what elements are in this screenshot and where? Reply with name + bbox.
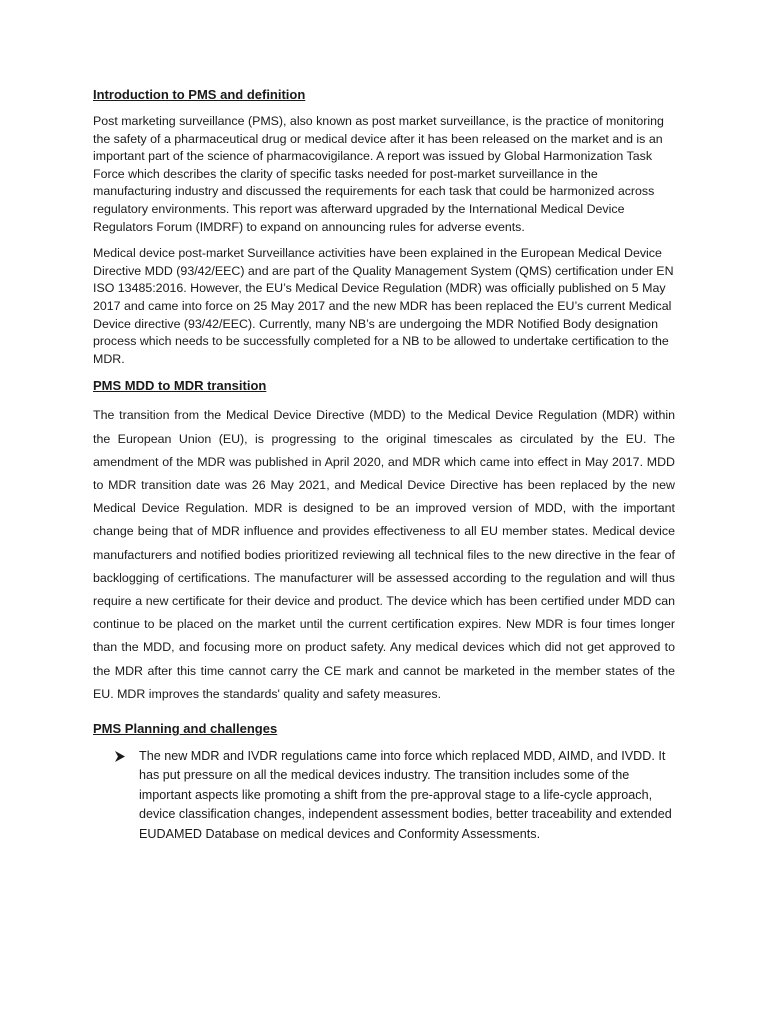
paragraph-mdd-mdr-regulation: Medical device post-market Surveillance activities have been explained in the European Medical Device Directive MDD (93/42/EEC) and are part of the Quality Management System (QMS) certification under EN ISO 13485:2016. However, the EU’s Medical Device Regulation (MDR) was officially published on 5 May 2017 and came into force on 25 May 2017 and the new MDR has been replaced the EU’s current Medical Device directive (93/42/EEC). Currently, many NB’s are undergoing the MDR Notified Body designation process which needs to be successfully completed for a NB to be allowed to undertake certification to the MDR. <box>93 246 674 366</box>
bullet-text: The new MDR and IVDR regulations came into force which replaced MDD, AIMD, and IVDD. It has put pressure on all the medical devices industry. The transition includes some of the important aspects like promoting a shift from the pre-approval stage to a life-cycle approach, device classification changes, independent assessment bodies, better traceability and extended EUDAMED Database on medical devices and Conformity Assessments. <box>139 748 672 841</box>
paragraph-transition: The transition from the Medical Device Directive (MDD) to the Medical Device Regulation (MDR) within the European Union (EU), is progressing to the original timescales as circulated by the EU. The amendment of the MDR was published in April 2020, and MDR which came into effect in May 2017. MDD to MDR transition date was 26 May 2021, and Medical Device Directive has been replaced by the new Medical Device Regulation. MDR is designed to be an improved version of MDD, with the important change being that of MDR influence and provides effectiveness to all EU member states. Medical device manufacturers and notified bodies prioritized reviewing all technical files to the new directive in the fear of backlogging of certifications. The manufacturer will be assessed according to the regulation and will thus require a new certificate for their device and product. The device which has been certified under MDD can continue to be placed on the market until the current certification expires. New MDR is four times longer than the MDD, and focusing more on product safety. Any medical devices which did not get approved to the MDR after this time cannot carry the CE mark and cannot be marketed in the member states of the EU. MDR improves the standards' quality and safety measures. <box>93 408 675 701</box>
paragraph-pms-definition: Post marketing surveillance (PMS), also known as post market surveillance, is the practice of monitoring the safety of a pharmaceutical drug or medical device after it has been released on the market and is an important part of the science of pharmacovigilance. A report was issued by Global Harmonization Task Force which describes the clarity of specific tasks needed for post-market surveillance in the manufacturing industry and discussed the requirements for each task that could be harmonized across regulatory environments. This report was afterward upgraded by the International Medical Device Regulators Forum (IMDRF) to expand on announcing rules for adverse events. <box>93 114 664 234</box>
list-item <box>93 747 675 844</box>
section-heading-transition: PMS MDD to MDR transition <box>93 378 267 394</box>
section-heading-introduction: Introduction to PMS and definition <box>93 87 306 102</box>
arrowhead-bullet-icon <box>115 751 125 762</box>
bullet-list <box>93 747 675 844</box>
document-body <box>93 86 675 844</box>
section-heading-planning: PMS Planning and challenges <box>93 720 278 736</box>
